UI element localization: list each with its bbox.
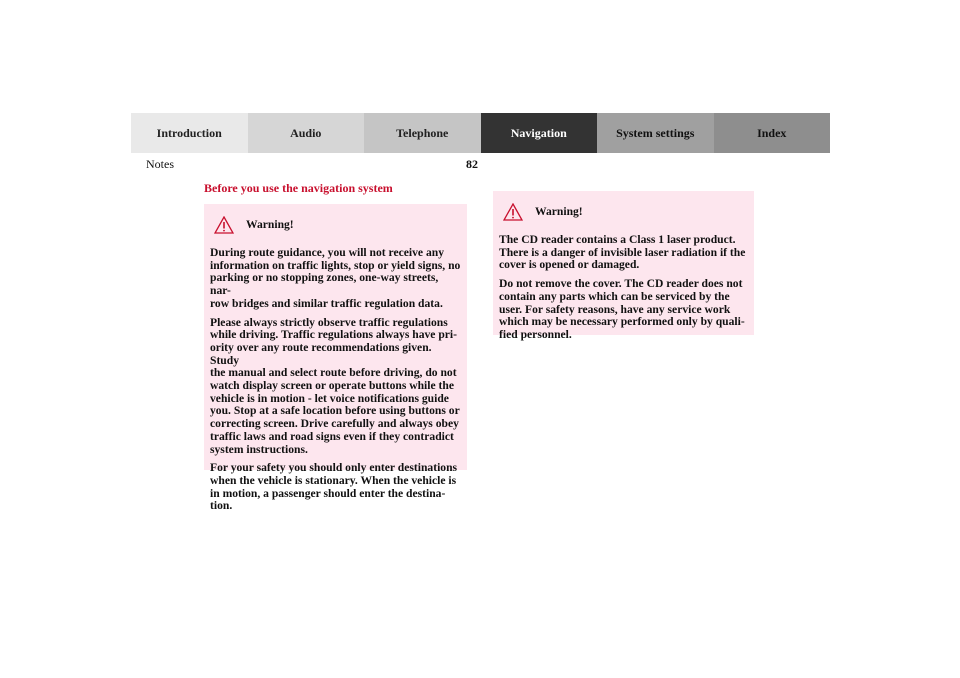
warning-triangle-icon <box>503 203 523 221</box>
warning-paragraph: Please always strictly observe traffic regulations while driving. Traffic regulations always have pri- ority over any route recommendations given. Study the manual and select route before driving, do not watch display screen or operate buttons while the vehicle is in motion - let voice notifications guide you. Stop at a safe location before using buttons or correcting screen. Drive carefully and always obey traffic laws and road signs even if they contradict system instructions. <box>210 315 460 456</box>
warning-box-laser <box>493 191 754 341</box>
tab-navigation[interactable]: Navigation <box>481 113 598 153</box>
section-heading: Before you use the navigation system <box>204 181 393 195</box>
warning-header <box>499 201 748 223</box>
section-title: Notes <box>146 157 174 171</box>
warning-header <box>210 214 461 236</box>
warning-box-navigation <box>204 204 467 513</box>
tab-introduction[interactable]: Introduction <box>131 113 248 153</box>
warning-title: Warning! <box>535 204 583 218</box>
tab-audio[interactable]: Audio <box>248 113 365 153</box>
warning-paragraph: During route guidance, you will not receive any information on traffic lights, stop or yield signs, no parking or no stopping zones, one-way streets, nar- row bridges and similar traffic regulation data. <box>210 246 461 310</box>
warning-paragraph: The CD reader contains a Class 1 laser product. There is a danger of invisible laser radiation if the cover is opened or damaged. <box>499 233 746 272</box>
warning-paragraph: For your safety you should only enter destinations when the vehicle is stationary. When the vehicle is in motion, a passenger should enter the destina- tion. <box>210 461 458 513</box>
tab-index[interactable]: Index <box>714 113 831 153</box>
warning-paragraph: Do not remove the cover. The CD reader does not contain any parts which can be serviced by the user. For safety reasons, have any service work which may be necessary performed only by quali- fied personnel. <box>499 277 745 341</box>
tab-telephone[interactable]: Telephone <box>364 113 481 153</box>
warning-triangle-icon <box>214 216 234 234</box>
tab-system-settings[interactable]: System settings <box>597 113 714 153</box>
page-number: 82 <box>466 157 478 171</box>
chapter-tab-bar <box>131 113 830 153</box>
warning-title: Warning! <box>246 217 294 231</box>
